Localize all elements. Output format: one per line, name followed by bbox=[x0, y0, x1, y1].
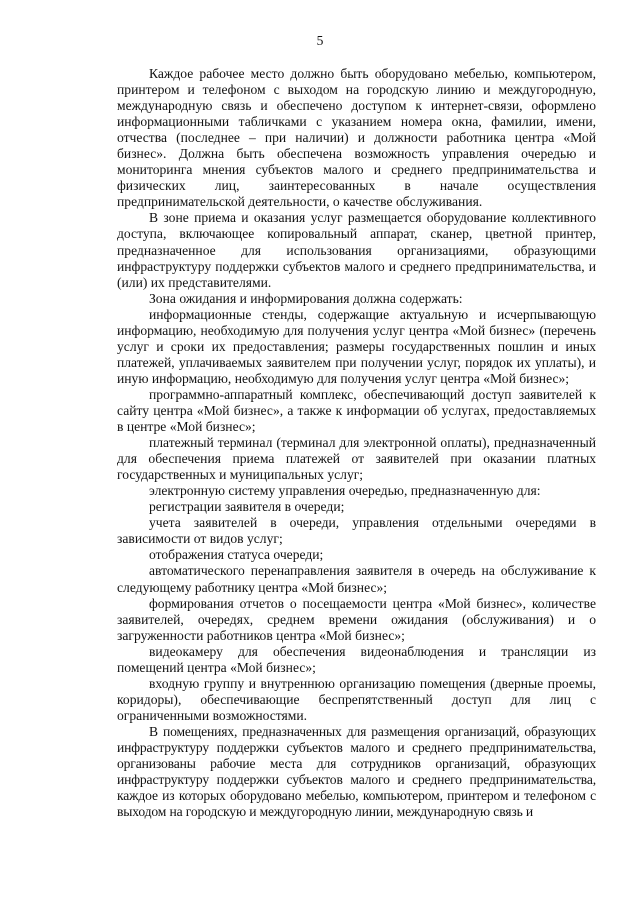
list-item-queue-system: электронную систему управления очередью, предназначенную для: bbox=[149, 483, 541, 499]
paragraph-workplace-equipment: Каждое рабочее место должно быть оборудовано мебелью, компьютером, принтером и телефоном с выходом на городскую линию и междугородную, международную связь и обеспечено доступом к интернет-связи, оформлено информационными табличками с указанием номера окна, фамилии, имени, отчества (последнее – при наличии) и должности работника центра «Мой бизнес». Должна быть обеспечена возможность управления очередью и мониторинга мнения субъектов малого и среднего предпринимательства и физических лиц, заинтересованных в начале осуществления предпринимательской деятельности, о качестве обслуживания. bbox=[117, 66, 596, 210]
list-item-entrance-group: входную группу и внутреннюю организацию помещения (дверные проемы, коридоры), обеспечивающие беспрепятственный доступ для лиц с ограниченными возможностями. bbox=[117, 675, 596, 723]
list-item-info-stands: информационные стенды, содержащие актуальную и исчерпывающую информацию, необходимую для получения услуг центра «Мой бизнес» (перечень услуг и сроки их предоставления; размеры государственных пошлин и иных платежей, уплачиваемых заявителем при получении услуг, порядок их уплаты), и иную информацию, необходимую для получения услуг центра «Мой бизнес»; bbox=[117, 306, 596, 386]
list-item-queue-registration: регистрации заявителя в очереди; bbox=[149, 499, 345, 515]
list-item-video-camera: видеокамеру для обеспечения видеонаблюдения и трансляции из помещений центра «Мой бизнес»; bbox=[117, 643, 596, 675]
paragraph-organization-premises: В помещениях, предназначенных для размещения организаций, образующих инфраструктуру поддержки субъектов малого и среднего предпринимательства, организованы рабочие места для сотрудников организаций, образующих инфраструктуру поддержки субъектов малого и среднего предпринимательства, каждое из которых оборудовано мебелью, компьютером, принтером и телефоном с выходом на городскую и междугородную линии, международную связь и bbox=[117, 723, 596, 820]
list-item-queue-accounting: учета заявителей в очереди, управления отдельными очередями в зависимости от видов услуг; bbox=[117, 515, 596, 547]
list-item-reports: формирования отчетов о посещаемости центра «Мой бизнес», количестве заявителей, очередях, среднем времени ожидания (обслуживания) и о загруженности работников центра «Мой бизнес»; bbox=[117, 595, 596, 643]
list-item-queue-status: отображения статуса очереди; bbox=[149, 547, 324, 563]
list-item-auto-redirect: автоматического перенаправления заявителя в очередь на обслуживание к следующему работнику центра «Мой бизнес»; bbox=[117, 563, 596, 595]
paragraph-reception-zone: В зоне приема и оказания услуг размещается оборудование коллективного доступа, включающее копировальный аппарат, сканер, цветной принтер, предназначенное для использования организациями, образующими инфраструктуру поддержки субъектов малого и среднего предпринимательства, и (или) их представителями. bbox=[117, 210, 596, 290]
list-item-payment-terminal: платежный терминал (терминал для электронной оплаты), предназначенный для обеспечения приема платежей от заявителей при оказании платных государственных и муниципальных услуг; bbox=[117, 435, 596, 483]
list-item-software-complex: программно-аппаратный комплекс, обеспечивающий доступ заявителей к сайту центра «Мой бизнес», а также к информации об услугах, предоставляемых в центре «Мой бизнес»; bbox=[117, 386, 596, 435]
paragraph-waiting-zone-intro: Зона ожидания и информирования должна содержать: bbox=[149, 290, 463, 306]
page-number: 5 bbox=[316, 33, 324, 48]
document-body bbox=[117, 66, 596, 820]
